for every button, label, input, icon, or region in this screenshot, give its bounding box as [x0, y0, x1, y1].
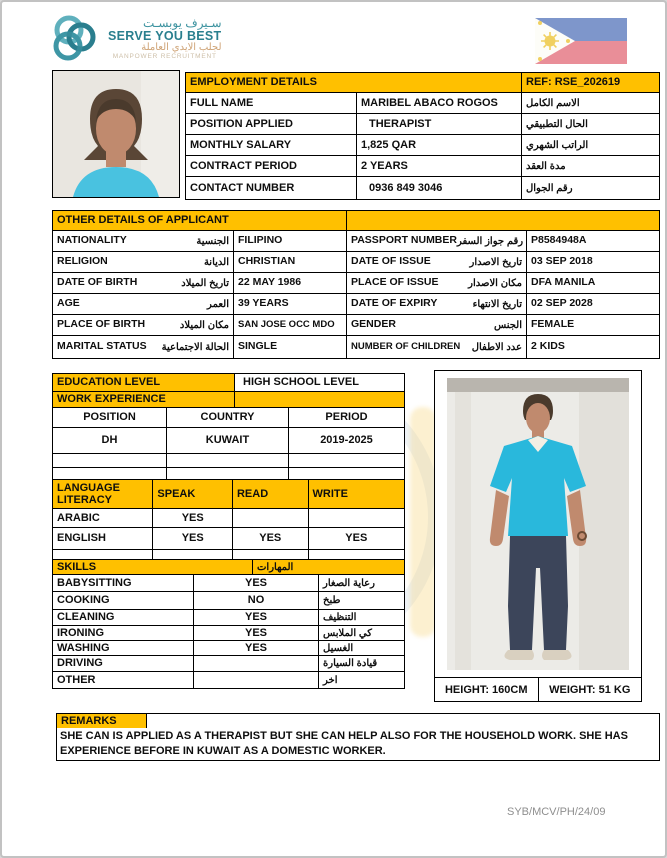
philippines-flag-icon [535, 18, 627, 64]
height-caption: HEIGHT: 160CM [444, 683, 528, 696]
field-label: RELIGION الديانة [53, 252, 234, 273]
field-label-arabic: مدة العقد [522, 156, 659, 177]
field-label: POSITION APPLIED [186, 114, 357, 135]
field-label: DATE OF ISSUE تاريخ الاصدار [347, 252, 527, 273]
skill-value: YES [194, 610, 319, 626]
field-value: THERAPIST [357, 114, 522, 135]
field-label-arabic: الحال التطبيقي [522, 114, 659, 135]
work-row-period [289, 454, 404, 468]
skill-label: BABYSITTING [53, 575, 194, 592]
logo-text-block [108, 17, 222, 60]
employment-details-table [185, 72, 660, 200]
field-value: 0936 849 3046 [357, 177, 522, 199]
work-row-country: KUWAIT [167, 428, 289, 454]
field-label: NUMBER OF CHILDREN عدد الاطفال [347, 336, 527, 358]
watermark-streak [410, 407, 436, 637]
field-value: SAN JOSE OCC MDO [234, 315, 347, 336]
column-header: SPEAK [153, 480, 233, 509]
skill-label: OTHER [53, 672, 194, 688]
field-value: 02 SEP 2028 [527, 294, 659, 315]
field-value: 2 YEARS [357, 156, 522, 177]
field-label: MONTHLY SALARY [186, 135, 357, 156]
remarks-header [56, 713, 660, 729]
field-value: SINGLE [234, 336, 347, 358]
field-label: FULL NAME [186, 93, 357, 114]
work-experience-title: WORK EXPERIENCE [53, 392, 235, 407]
field-label: GENDER الجنس [347, 315, 527, 336]
field-value: P8584948A [527, 231, 659, 252]
remarks-title: REMARKS [57, 714, 147, 728]
column-header: POSITION [53, 408, 167, 428]
logo-knot-icon [48, 14, 102, 64]
field-label-arabic: الراتب الشهري [522, 135, 659, 156]
column-header: WRITE [309, 480, 404, 509]
column-header: COUNTRY [167, 408, 289, 428]
logo-title: SERVE YOU BEST [108, 29, 222, 44]
education-value: HIGH SCHOOL LEVEL [243, 376, 359, 389]
work-row-period: 2019-2025 [289, 428, 404, 454]
field-label-arabic: الاسم الكامل [522, 93, 659, 114]
skill-label-arabic: رعاية الصغار [319, 575, 404, 592]
company-logo [48, 14, 222, 64]
field-value: DFA MANILA [527, 273, 659, 294]
field-label-arabic: رقم الجوال [526, 182, 573, 194]
skill-label: COOKING [53, 592, 194, 610]
skill-label: IRONING [53, 626, 194, 641]
skills-title-arabic: المهارات [253, 560, 404, 575]
language-read: YES [233, 528, 309, 550]
weight-caption: WEIGHT: 51 KG [538, 678, 642, 701]
education-label: EDUCATION LEVEL [53, 374, 235, 391]
fullbody-image [447, 378, 629, 670]
logo-subtitle: MANPOWER RECRUITMENT [112, 52, 217, 60]
field-label: MARITAL STATUS الحالة الاجتماعية [53, 336, 234, 358]
skills-table [52, 559, 405, 689]
applicant-headshot-photo [52, 70, 180, 198]
skill-label-arabic: التنظيف [319, 610, 404, 626]
logo-arabic-title: سـيرف يوبسـت [143, 16, 222, 31]
logo-arabic-subtitle: لجلب الايدي العاملة [141, 42, 222, 54]
skill-value [194, 656, 319, 672]
field-value: 2 KIDS [531, 340, 565, 353]
photo-caption-row [435, 677, 641, 701]
employment-ref: REF: RSE_202619 [522, 73, 659, 93]
column-header: PERIOD [289, 408, 404, 428]
skill-value [194, 672, 319, 688]
skill-value: NO [194, 592, 319, 610]
work-experience-table [52, 407, 405, 483]
column-header: LANGUAGE LITERACY [53, 480, 153, 509]
fullbody-image-wrap [435, 371, 641, 677]
work-experience-title-spacer [235, 392, 404, 407]
field-value: 39 YEARS [234, 294, 347, 315]
field-value: 22 MAY 1986 [234, 273, 347, 294]
skill-label: WASHING [53, 641, 194, 656]
headshot-image [53, 71, 179, 197]
work-row-position: DH [53, 428, 167, 454]
skill-label: CLEANING [53, 610, 194, 626]
work-row-position [53, 454, 167, 468]
skills-title: SKILLS [53, 560, 253, 575]
language-read [233, 509, 309, 528]
field-value: 1,825 QAR [357, 135, 522, 156]
language-write: YES [309, 528, 404, 550]
field-label: PLACE OF BIRTH مكان الميلاد [53, 315, 234, 336]
applicant-fullbody-photo [434, 370, 642, 702]
language-name: ENGLISH [53, 528, 153, 550]
field-label: DATE OF EXPIRY تاريخ الانتهاء [347, 294, 527, 315]
field-label: CONTRACT PERIOD [186, 156, 357, 177]
skill-label-arabic: طبخ [319, 592, 404, 610]
work-experience-header [52, 391, 405, 408]
column-header: READ [233, 480, 309, 509]
field-value: 03 SEP 2018 [527, 252, 659, 273]
field-value: FILIPINO [234, 231, 347, 252]
field-value: MARIBEL ABACO ROGOS [357, 93, 522, 114]
field-label: AGE العمر [53, 294, 234, 315]
remarks-text: SHE CAN IS APPLIED AS A THERAPIST BUT SHE CAN HELP ALSO FOR THE HOUSEHOLD WORK. SHE HAS EXPERIENCE BEFORE IN KUWAIT AS A DOMESTIC WORKER. [56, 728, 660, 761]
skill-label: DRIVING [53, 656, 194, 672]
skill-label-arabic: الغسيل [319, 641, 404, 656]
language-speak: YES [153, 528, 233, 550]
skill-label-arabic: قيادة السيارة [319, 656, 404, 672]
field-label: PLACE OF ISSUE مكان الاصدار [347, 273, 527, 294]
skill-value: YES [194, 575, 319, 592]
language-name: ARABIC [53, 509, 153, 528]
skill-value: YES [194, 626, 319, 641]
footer-reference: SYB/MCV/PH/24/09 [507, 806, 606, 818]
remarks-title-spacer [147, 714, 659, 728]
other-details-title-spacer [347, 211, 659, 231]
education-level-table [52, 373, 405, 392]
field-label: DATE OF BIRTH تاريخ الميلاد [53, 273, 234, 294]
language-write [309, 509, 404, 528]
employment-title: EMPLOYMENT DETAILS [186, 73, 522, 93]
field-label: PASSPORT NUMBER رقم جواز السفر [347, 231, 527, 252]
other-details-table [52, 210, 660, 359]
skill-label-arabic: اخر [323, 674, 338, 686]
language-literacy-table [52, 479, 405, 563]
field-value: CHRISTIAN [234, 252, 347, 273]
language-speak: YES [153, 509, 233, 528]
skill-value: YES [194, 641, 319, 656]
other-details-title: OTHER DETAILS OF APPLICANT [53, 211, 347, 231]
field-value: FEMALE [527, 315, 659, 336]
work-row-country [167, 454, 289, 468]
field-label: NATIONALITY الجنسية [53, 231, 234, 252]
skill-label-arabic: كي الملابس [319, 626, 404, 641]
field-label: CONTACT NUMBER [186, 177, 357, 199]
